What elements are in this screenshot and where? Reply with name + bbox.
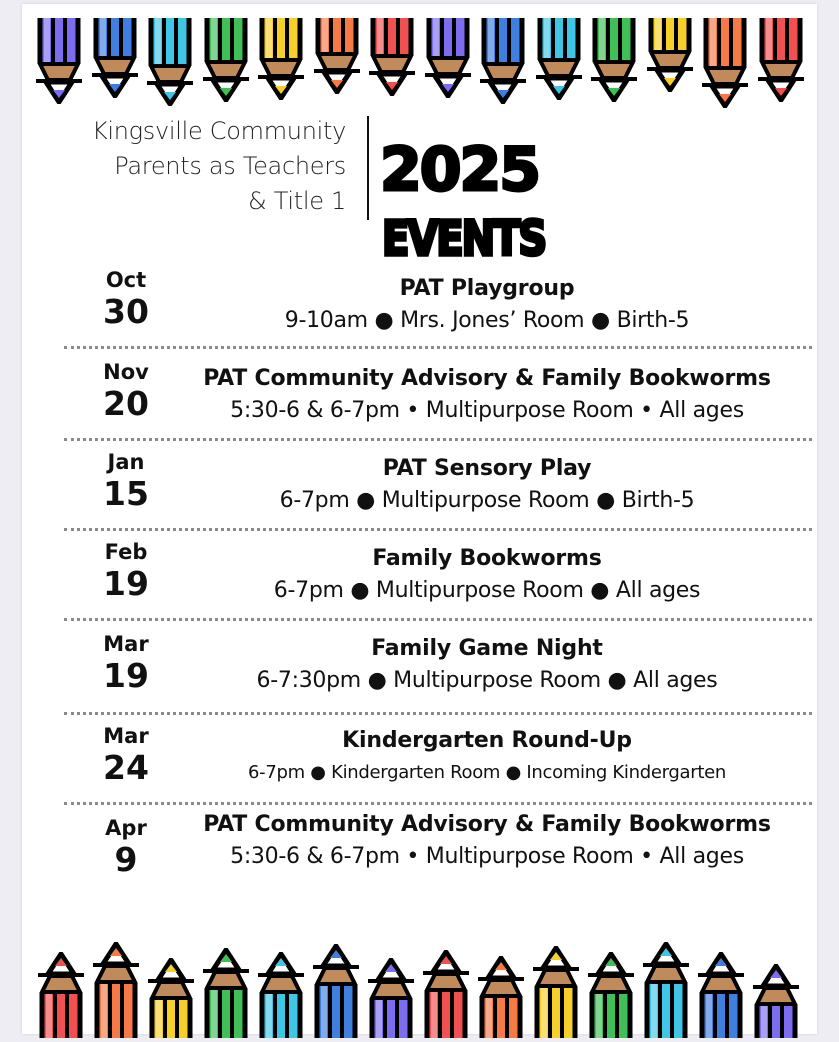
event-item	[22, 814, 817, 894]
event-item	[22, 540, 817, 620]
dotted-divider	[64, 346, 812, 349]
event-details	[182, 726, 792, 790]
event-date	[84, 268, 168, 332]
pencil-icon	[425, 18, 471, 102]
dotted-divider	[64, 712, 812, 715]
event-date	[84, 632, 168, 696]
pencil-icon	[702, 18, 748, 112]
event-day: 24	[103, 748, 149, 787]
flyer-card	[22, 4, 817, 1034]
event-item	[22, 266, 817, 346]
pencil-icon	[147, 18, 193, 110]
dotted-divider	[64, 528, 812, 531]
event-date	[84, 540, 168, 604]
event-details	[182, 810, 792, 874]
pencil-icon	[369, 18, 415, 100]
event-title: PAT Playgroup	[399, 276, 575, 301]
pencil-icon	[258, 952, 304, 1042]
event-title: Kindergarten Round-Up	[342, 728, 632, 753]
event-month: Jan	[107, 450, 145, 474]
pencil-icon	[36, 18, 82, 108]
event-day: 30	[103, 292, 149, 331]
event-date	[84, 724, 168, 788]
dotted-divider	[64, 802, 812, 805]
org-line-2: Parents as Teachers	[114, 152, 346, 180]
event-item	[22, 450, 817, 530]
pencil-icon	[93, 942, 139, 1042]
event-title: Family Bookworms	[372, 546, 602, 571]
pencil-icon	[313, 944, 359, 1042]
event-item	[22, 358, 817, 438]
event-info: 6-7pm ● Multipurpose Room ● Birth-5	[279, 488, 695, 513]
pencil-icon	[203, 18, 249, 106]
event-info: 6-7:30pm ● Multipurpose Room ● All ages	[256, 668, 718, 693]
event-date	[84, 816, 168, 880]
event-month: Mar	[103, 632, 149, 656]
event-day: 19	[103, 564, 149, 603]
dotted-divider	[64, 438, 812, 441]
event-details	[182, 634, 792, 698]
event-month: Mar	[103, 724, 149, 748]
dotted-divider	[64, 618, 812, 621]
pencil-icon	[203, 948, 249, 1042]
org-line-3: & Title 1	[248, 187, 346, 215]
pencil-icon	[533, 946, 579, 1042]
event-title: PAT Community Advisory & Family Bookworms	[203, 812, 771, 837]
event-item	[22, 630, 817, 710]
bottom-pencil-border	[22, 922, 817, 1032]
pencil-icon	[314, 18, 360, 98]
event-details	[182, 364, 792, 428]
pencil-icon	[258, 18, 304, 104]
event-date	[84, 360, 168, 424]
pencil-icon	[148, 958, 194, 1042]
event-info: 6-7pm ● Multipurpose Room ● All ages	[273, 578, 701, 603]
event-info: 5:30-6 & 6-7pm • Multipurpose Room • All ages	[230, 844, 744, 869]
header-year: 2025	[380, 135, 539, 205]
event-title: PAT Sensory Play	[382, 456, 592, 481]
event-day: 19	[103, 656, 149, 695]
pencil-icon	[647, 18, 693, 96]
pencil-icon	[478, 956, 524, 1042]
event-title: PAT Community Advisory & Family Bookworms	[203, 366, 771, 391]
pencil-icon	[753, 964, 799, 1042]
header-title: EVENTS	[382, 212, 546, 268]
event-info: 6-7pm ● Kindergarten Room ● Incoming Kindergarten	[247, 762, 727, 783]
event-info: 5:30-6 & 6-7pm • Multipurpose Room • All ages	[230, 398, 744, 423]
pencil-icon	[588, 952, 634, 1042]
header-divider	[367, 116, 369, 220]
event-details	[182, 544, 792, 608]
event-day: 15	[103, 474, 149, 513]
event-item	[22, 724, 817, 804]
event-date	[84, 450, 168, 514]
top-pencil-border	[22, 18, 817, 114]
pencil-icon	[480, 18, 526, 108]
event-month: Nov	[103, 360, 149, 384]
event-info: 9-10am ● Mrs. Jones’ Room ● Birth-5	[284, 308, 690, 333]
pencil-icon	[368, 958, 414, 1042]
pencil-icon	[758, 18, 804, 106]
pencil-icon	[92, 18, 138, 102]
event-title: Family Game Night	[371, 636, 603, 661]
pencil-icon	[643, 942, 689, 1042]
event-details	[182, 454, 792, 518]
event-month: Apr	[105, 816, 147, 840]
organization-name	[46, 114, 346, 219]
event-month: Feb	[104, 540, 148, 564]
event-day: 9	[114, 840, 138, 879]
pencil-icon	[423, 950, 469, 1042]
org-line-1: Kingsville Community	[91, 117, 346, 145]
event-day: 20	[103, 384, 149, 423]
event-details	[182, 274, 792, 338]
pencil-icon	[591, 18, 637, 106]
pencil-icon	[536, 18, 582, 104]
event-month: Oct	[105, 268, 147, 292]
pencil-icon	[698, 952, 744, 1042]
pencil-icon	[38, 952, 84, 1042]
